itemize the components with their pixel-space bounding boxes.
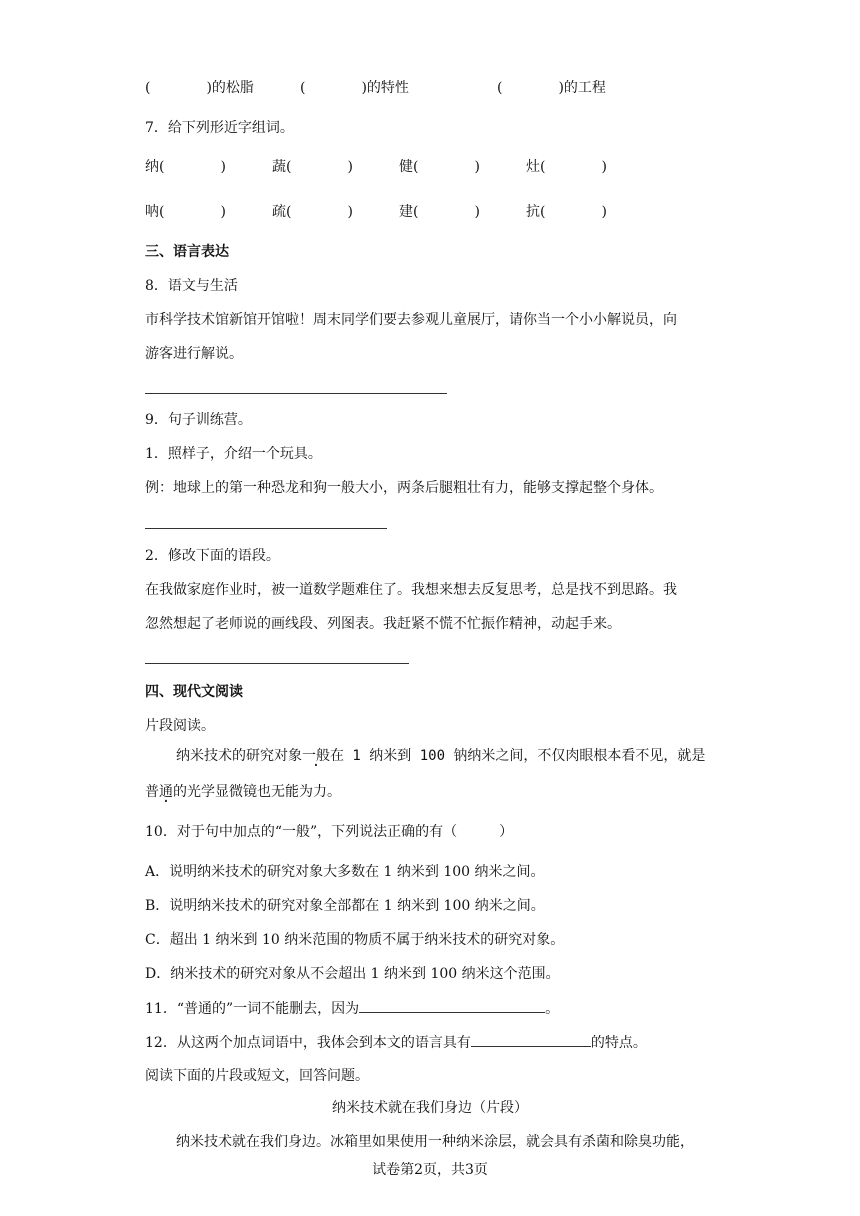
word-group-item: 抗( ): [526, 204, 607, 220]
answer-blank[interactable]: [471, 1032, 591, 1047]
option-d[interactable]: D．纳米技术的研究对象从不会超出 1 纳米到 100 纳米这个范围。: [145, 966, 560, 982]
reading-intro: 片段阅读。: [145, 718, 215, 734]
dotted-word-yiban: 一般: [302, 748, 330, 764]
option-a[interactable]: A．说明纳米技术的研究对象大多数在 1 纳米到 100 纳米之间。: [145, 864, 545, 880]
question-12: [145, 1032, 647, 1053]
question-12-end: 的特点。: [590, 1035, 647, 1051]
fill-in-property: ( )的特性: [300, 80, 409, 96]
question-8-text: 市科学技术馆新馆开馆啦！周末同学们要去参观儿童展厅，请你当一个小小解说员，向: [145, 312, 677, 328]
passage-text: 光学显微镜也无能为力。: [187, 784, 341, 800]
word-group-item: 蔬( ): [272, 159, 353, 175]
page-footer: 试卷第2页，共3页: [372, 1162, 488, 1178]
section-3-heading: 三、语言表达: [145, 244, 229, 260]
article-paragraph: 纳米技术就在我们身边。冰箱里如果使用一种纳米涂层，就会具有杀菌和除臭功能，: [176, 1134, 694, 1150]
reading-passage-line: [176, 746, 705, 766]
question-11-end: 。: [545, 1001, 560, 1017]
answer-line: [145, 528, 387, 529]
reading-instruction: 阅读下面的片段或短文，回答问题。: [145, 1068, 369, 1084]
question-12-text: 12．从这两个加点词语中，我体会到本文的语言具有: [145, 1035, 471, 1051]
option-c[interactable]: C．超出 1 纳米到 10 纳米范围的物质不属于纳米技术的研究对象。: [145, 932, 565, 948]
passage-text: 纳米技术的研究对象: [176, 748, 302, 764]
passage-text: 在 1 纳米到 100 钠纳米之间，不仅肉眼根本看不见，就是: [330, 748, 706, 764]
question-9-paragraph: 忽然想起了老师说的画线段、列图表。我赶紧不慌不忙振作精神，动起手来。: [145, 616, 621, 632]
word-group-item: 疏( ): [272, 204, 353, 220]
question-11: [145, 998, 559, 1019]
word-group-item: 健( ): [399, 159, 480, 175]
dotted-word-putongde: 普通的: [145, 784, 187, 800]
article-title: 纳米技术就在我们身边（片段）: [332, 1100, 528, 1116]
word-group-item: 建( ): [399, 204, 480, 220]
question-10-title: 10．对于句中加点的“一般”，下列说法正确的有（ ）: [145, 824, 514, 840]
fill-in-rosin: ( )的松脂: [145, 80, 254, 96]
answer-blank[interactable]: [359, 998, 545, 1013]
question-8-title: 8．语文与生活: [145, 278, 238, 294]
question-9-sub-1: 1．照样子，介绍一个玩具。: [145, 446, 322, 462]
word-group-item: 呐( ): [145, 204, 226, 220]
question-7-title: 7．给下列形近字组词。: [145, 120, 294, 136]
reading-passage-line: [145, 782, 341, 802]
question-9-sub-2: 2．修改下面的语段。: [145, 548, 280, 564]
word-group-item: 灶( ): [526, 159, 607, 175]
word-group-item: 纳( ): [145, 159, 226, 175]
question-8-text: 游客进行解说。: [145, 346, 243, 362]
question-11-text: 11．“普通的”一词不能删去，因为: [145, 1001, 360, 1017]
question-9-paragraph: 在我做家庭作业时，被一道数学题难住了。我想来想去反复思考，总是找不到思路。我: [145, 582, 677, 598]
question-9-title: 9．句子训练营。: [145, 412, 252, 428]
answer-line: [145, 663, 409, 664]
fill-in-project: ( )的工程: [497, 80, 606, 96]
answer-line: [145, 393, 447, 394]
section-4-heading: 四、现代文阅读: [145, 684, 243, 700]
question-9-example: 例：地球上的第一种恐龙和狗一般大小，两条后腿粗壮有力，能够支撑起整个身体。: [145, 480, 663, 496]
option-b[interactable]: B．说明纳米技术的研究对象全部都在 1 纳米到 100 纳米之间。: [145, 898, 545, 914]
